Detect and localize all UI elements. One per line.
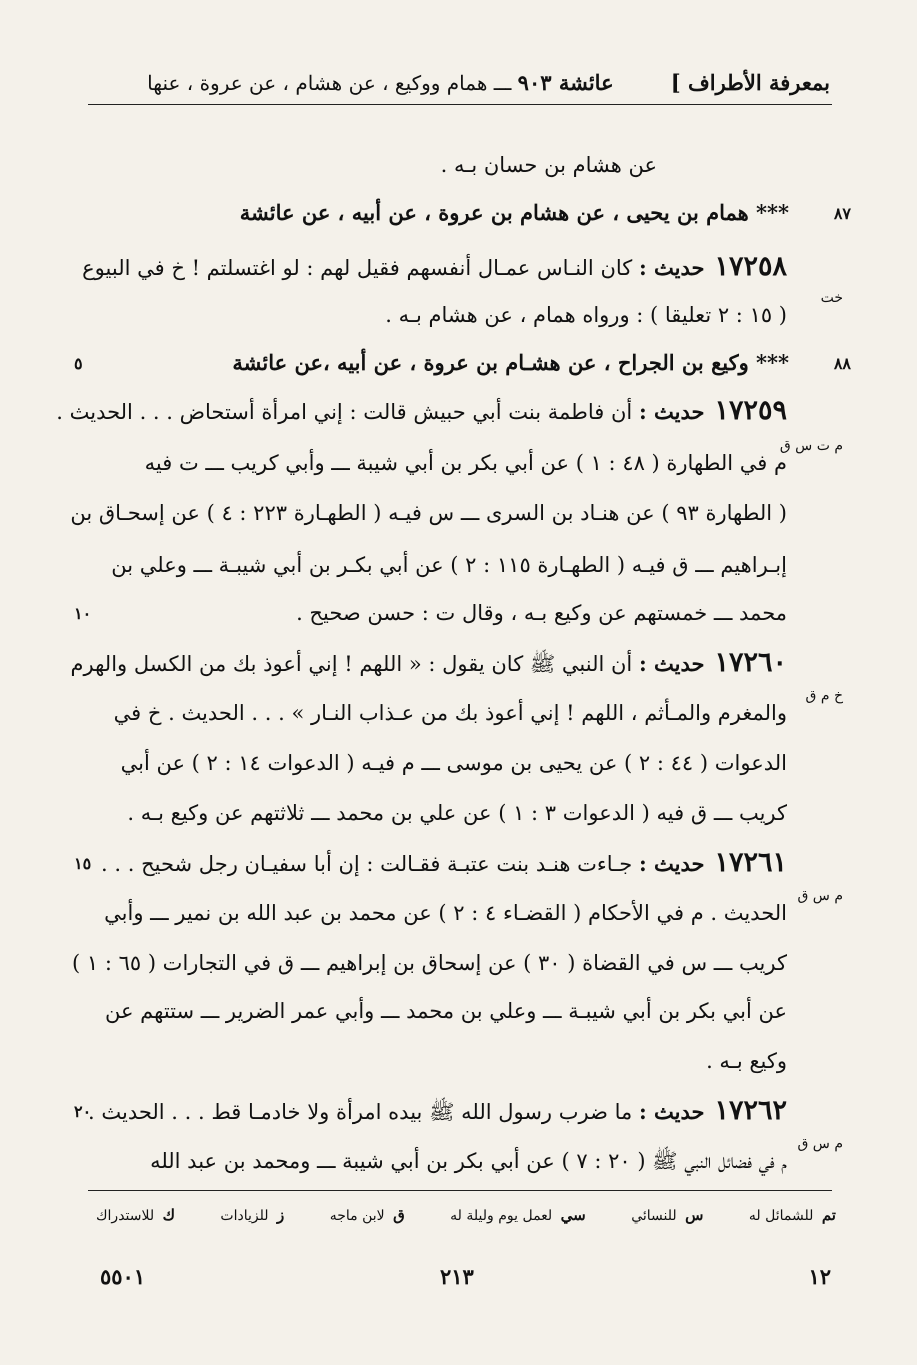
hadith-entry-line xyxy=(87,1096,787,1128)
legend-symbol: ق xyxy=(393,1206,405,1224)
volume-number: ١٢ xyxy=(808,1264,831,1289)
header-right: بمعرفة الأطراف ] xyxy=(670,69,830,95)
chain-number: ٨٧ xyxy=(833,204,851,223)
text-line xyxy=(87,898,787,930)
footnote-rule xyxy=(88,1190,832,1191)
hadith-label: حديث : xyxy=(638,851,705,876)
hadith-entry-line xyxy=(70,647,787,680)
line-text: أن النبي ﷺ كان يقول : « اللهم ! إني أعوذ بك من الكسل والهرم xyxy=(70,652,639,676)
text-line xyxy=(87,150,657,182)
text-line xyxy=(87,550,787,582)
hadith-number: ١٧٢٦٠ xyxy=(714,647,787,678)
legend-meaning: للشمائل له xyxy=(748,1208,814,1224)
line-text: م في الطهارة ( ٤٨ : ١ ) عن أبي بكر بن أبي شيبة ـــ وأبي كريب ـــ ت فيه xyxy=(144,451,787,475)
line-text: الحديث . م في الأحكام ( القضـاء ٤ : ٢ ) عن محمد بن عبد الله بن نمير ـــ وأبي xyxy=(104,901,787,925)
legend-item xyxy=(330,1206,405,1224)
legend-symbol: س xyxy=(685,1206,704,1224)
hadith-label: حديث : xyxy=(638,1099,705,1124)
source-sigla: م ت س ق xyxy=(779,438,843,454)
hadith-entry-line xyxy=(56,395,787,428)
header-center-bold: عائشة ٩٠٣ xyxy=(517,69,614,95)
chain-number: ٨٨ xyxy=(833,354,851,373)
source-sigla: م س ق xyxy=(797,888,843,904)
legend-item xyxy=(631,1206,703,1224)
hadith-number: ١٧٢٦٢ xyxy=(714,1095,787,1126)
line-text: والمغرم والمـأثم ، اللهم ! إني أعوذ بك من عـذاب النـار » . . . الحديث . خ في xyxy=(113,701,787,725)
text-line xyxy=(70,498,787,530)
line-text: جـاءت هنـد بنت عتبـة فقـالت : إن أبا سفيـان رجل شحيح . . . xyxy=(101,852,639,876)
line-text: كريب ـــ ق فيه ( الدعوات ٣ : ١ ) عن علي بن محمد ـــ ثلاثتهم عن وكيع بـه . xyxy=(127,801,787,825)
line-count-marker: ١٥ xyxy=(74,854,92,873)
hadith-entry-line xyxy=(82,251,787,284)
hadith-label: حديث : xyxy=(638,255,705,280)
line-text: ( ١٥ : ٢ تعليقا ) : ورواه همام ، عن هشام بـه . xyxy=(385,303,787,327)
legend-symbol: ز xyxy=(276,1206,285,1224)
source-sigla: خ م ق xyxy=(805,688,843,704)
source-sigla: م س ق xyxy=(797,1136,843,1152)
legend-meaning: للنسائي xyxy=(631,1208,677,1224)
page-number: ٢١٣ xyxy=(440,1264,474,1289)
line-text: إبـراهيم ـــ ق فيـه ( الطهـارة ١١٥ : ٢ ) عن أبي بكـر بن أبي شيبـة ـــ وعلي بن xyxy=(111,553,787,577)
line-count-marker: ١٠ xyxy=(74,604,92,623)
text-line xyxy=(87,748,787,780)
legend-symbol: سي xyxy=(560,1206,586,1224)
text-line xyxy=(87,996,787,1028)
text-line xyxy=(87,448,787,480)
legend-item xyxy=(450,1206,586,1224)
legend-item xyxy=(220,1206,284,1224)
line-text: كان النـاس عمـال أنفسهم فقيل لهم : لو اغتسلتم ! خ في البيوع xyxy=(82,256,639,280)
chain-heading-line xyxy=(189,348,789,380)
line-text: م في فضائل النبي ﷺ ( ٢٠ : ٧ ) عن أبي بكر بن أبي شيبة ـــ ومحمد بن عبد الله xyxy=(150,1149,787,1173)
legend-meaning: للزيادات xyxy=(220,1208,269,1224)
line-text: عن أبي بكر بن أبي شيبـة ـــ وعلي بن محمد ـــ وأبي عمر الضرير ـــ ستتهم عن xyxy=(104,999,787,1023)
hadith-number: ١٧٢٥٨ xyxy=(714,251,787,282)
header-center xyxy=(147,70,613,95)
line-count-marker: ٢٠ xyxy=(74,1102,92,1121)
hadith-number: ١٧٢٥٩ xyxy=(714,395,787,426)
text-line xyxy=(87,1046,787,1078)
legend-meaning: للاستدراك xyxy=(96,1208,155,1224)
header-center-rest: ـــ همام ووكيع ، عن هشام ، عن عروة ، عنها xyxy=(147,70,518,95)
line-text: محمد ـــ خمستهم عن وكيع بـه ، وقال ت : حسن صحيح . xyxy=(296,601,787,625)
line-text: أن فاطمة بنت أبي حبيش قالت : إني امرأة أستحاض . . . الحديث . xyxy=(56,400,639,424)
line-text: كريب ـــ س في القضاة ( ٣٠ ) عن إسحاق بن إبراهيم ـــ ق في التجارات ( ٦٥ : ١ ) xyxy=(71,951,787,975)
hadith-entry-line xyxy=(87,848,787,880)
header-rule xyxy=(88,104,832,105)
legend-item xyxy=(96,1206,175,1224)
line-text: ( الطهارة ٩٣ ) عن هنـاد بن السرى ـــ س فيـه ( الطهـارة ٢٢٣ : ٤ ) عن إسحـاق بن xyxy=(70,501,787,525)
serial-number: ٥٥٠١ xyxy=(100,1264,146,1289)
text-line xyxy=(71,948,787,980)
line-text: عن هشام بن حسان بـه . xyxy=(440,153,657,177)
text-line xyxy=(87,300,787,332)
legend-symbol: تم xyxy=(821,1206,836,1224)
line-text: *** وكيع بن الجراح ، عن هشـام بن عروة ، عن أبيه ،عن عائشة xyxy=(232,350,789,375)
hadith-label: حديث : xyxy=(638,651,705,676)
line-text: وكيع بـه . xyxy=(706,1049,787,1073)
text-line xyxy=(87,698,787,730)
legend-meaning: لعمل يوم وليلة له xyxy=(450,1208,553,1224)
legend-symbol: ك xyxy=(162,1206,175,1224)
running-header xyxy=(90,64,830,100)
source-sigla: خت xyxy=(820,290,843,306)
hadith-number: ١٧٢٦١ xyxy=(714,847,787,878)
chain-heading-line xyxy=(189,198,789,230)
hadith-label: حديث : xyxy=(638,399,705,424)
text-line xyxy=(87,1146,787,1178)
line-text: ما ضرب رسول الله ﷺ بيده امرأة ولا خادمـا قط . . . الحديث . xyxy=(88,1100,639,1124)
text-line xyxy=(87,798,787,830)
text-line xyxy=(87,598,787,630)
legend-meaning: لابن ماجه xyxy=(329,1208,385,1224)
symbol-legend xyxy=(96,1200,836,1230)
legend-item xyxy=(749,1206,836,1224)
line-count-marker: ٥ xyxy=(74,354,83,373)
line-text: *** همام بن يحيى ، عن هشام بن عروة ، عن أبيه ، عن عائشة xyxy=(239,200,789,225)
line-text: الدعوات ( ٤٤ : ٢ ) عن يحيى بن موسى ـــ م فيـه ( الدعوات ١٤ : ٢ ) عن أبي xyxy=(120,751,787,775)
